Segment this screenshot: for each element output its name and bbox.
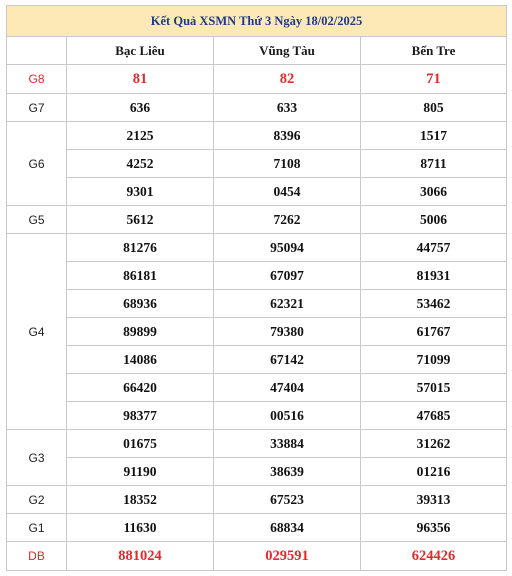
- result-number: 029591: [214, 542, 361, 571]
- prize-row-g4: [7, 346, 507, 374]
- result-number: 7262: [214, 206, 361, 234]
- result-number: 95094: [214, 234, 361, 262]
- result-number: 39313: [361, 486, 507, 514]
- result-number: 01216: [361, 458, 507, 486]
- prize-row-g3: [7, 458, 507, 486]
- result-number: 31262: [361, 430, 507, 458]
- column-header-row: [7, 37, 507, 65]
- result-number: 5006: [361, 206, 507, 234]
- result-number: 38639: [214, 458, 361, 486]
- result-number: 67523: [214, 486, 361, 514]
- lottery-results-table: [6, 5, 507, 571]
- result-number: 00516: [214, 402, 361, 430]
- result-number: 71: [361, 65, 507, 94]
- prize-row-g4: [7, 262, 507, 290]
- result-number: 01675: [67, 430, 214, 458]
- result-number: 89899: [67, 318, 214, 346]
- result-number: 624426: [361, 542, 507, 571]
- result-number: 81276: [67, 234, 214, 262]
- result-number: 68936: [67, 290, 214, 318]
- result-number: 881024: [67, 542, 214, 571]
- prize-row-g1: [7, 514, 507, 542]
- result-number: 67097: [214, 262, 361, 290]
- prize-row-g4: [7, 234, 507, 262]
- result-number: 11630: [67, 514, 214, 542]
- prize-label-db: DB: [7, 542, 67, 571]
- result-number: 4252: [67, 150, 214, 178]
- table-title: Kết Quả XSMN Thứ 3 Ngày 18/02/2025: [7, 6, 507, 37]
- result-number: 3066: [361, 178, 507, 206]
- prize-label-g4: G4: [7, 234, 67, 430]
- result-number: 18352: [67, 486, 214, 514]
- result-number: 8396: [214, 122, 361, 150]
- result-number: 636: [67, 94, 214, 122]
- result-number: 91190: [67, 458, 214, 486]
- result-number: 633: [214, 94, 361, 122]
- prize-label-g3: G3: [7, 430, 67, 486]
- result-number: 8711: [361, 150, 507, 178]
- result-number: 67142: [214, 346, 361, 374]
- result-number: 98377: [67, 402, 214, 430]
- prize-row-db: [7, 542, 507, 571]
- prize-row-g4: [7, 402, 507, 430]
- result-number: 81931: [361, 262, 507, 290]
- result-number: 33884: [214, 430, 361, 458]
- result-number: 66420: [67, 374, 214, 402]
- prize-label-g8: G8: [7, 65, 67, 94]
- result-number: 44757: [361, 234, 507, 262]
- result-number: 96356: [361, 514, 507, 542]
- result-number: 86181: [67, 262, 214, 290]
- result-number: 79380: [214, 318, 361, 346]
- prize-row-g5: [7, 206, 507, 234]
- result-number: 47404: [214, 374, 361, 402]
- column-header-ben-tre: Bến Tre: [361, 37, 507, 65]
- result-number: 0454: [214, 178, 361, 206]
- prize-label-g2: G2: [7, 486, 67, 514]
- column-header-bac-lieu: Bạc Liêu: [67, 37, 214, 65]
- result-number: 9301: [67, 178, 214, 206]
- result-number: 7108: [214, 150, 361, 178]
- prize-label-g5: G5: [7, 206, 67, 234]
- result-number: 68834: [214, 514, 361, 542]
- result-number: 47685: [361, 402, 507, 430]
- prize-row-g7: [7, 94, 507, 122]
- result-number: 2125: [67, 122, 214, 150]
- prize-column-header: [7, 37, 67, 65]
- result-number: 805: [361, 94, 507, 122]
- prize-row-g6: [7, 150, 507, 178]
- result-number: 62321: [214, 290, 361, 318]
- results-body: [7, 65, 507, 571]
- result-number: 81: [67, 65, 214, 94]
- result-number: 5612: [67, 206, 214, 234]
- prize-row-g3: [7, 430, 507, 458]
- prize-label-g1: G1: [7, 514, 67, 542]
- result-number: 53462: [361, 290, 507, 318]
- prize-row-g4: [7, 290, 507, 318]
- result-number: 61767: [361, 318, 507, 346]
- result-number: 14086: [67, 346, 214, 374]
- prize-row-g8: [7, 65, 507, 94]
- prize-label-g6: G6: [7, 122, 67, 206]
- prize-row-g4: [7, 374, 507, 402]
- prize-row-g4: [7, 318, 507, 346]
- prize-row-g6: [7, 178, 507, 206]
- prize-row-g2: [7, 486, 507, 514]
- result-number: 82: [214, 65, 361, 94]
- result-number: 1517: [361, 122, 507, 150]
- prize-label-g7: G7: [7, 94, 67, 122]
- result-number: 57015: [361, 374, 507, 402]
- results-table-container: [6, 5, 506, 571]
- prize-row-g6: [7, 122, 507, 150]
- column-header-vung-tau: Vũng Tàu: [214, 37, 361, 65]
- result-number: 71099: [361, 346, 507, 374]
